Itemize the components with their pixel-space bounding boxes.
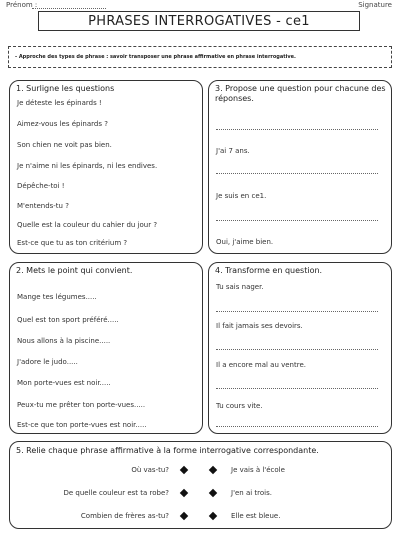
exercise-1-panel <box>9 80 203 254</box>
sentence-line[interactable]: Je déteste les épinards ! <box>17 99 102 107</box>
sentence-line[interactable]: Mon porte-vues est noir..... <box>17 379 111 387</box>
answer-line[interactable] <box>216 173 378 174</box>
statement-line: Il a encore mal au ventre. <box>216 361 306 369</box>
prenom-line <box>32 8 106 9</box>
answer-line[interactable] <box>216 388 378 389</box>
question-item: Combien de frères as-tu? <box>80 512 169 520</box>
sentence-line[interactable]: Nous allons à la piscine..... <box>17 337 111 345</box>
answer-line[interactable] <box>216 129 378 130</box>
sentence-line[interactable]: Dépêche-toi ! <box>17 182 65 190</box>
question-item: De quelle couleur est ta robe? <box>63 489 169 497</box>
answer-item: Je vais à l'école <box>231 466 285 474</box>
sentence-line[interactable]: Je n'aime ni les épinards, ni les endives. <box>17 162 158 170</box>
statement-line: Tu cours vite. <box>216 402 263 410</box>
exercise-4-title: 4. Transforme en question. <box>215 266 323 275</box>
link-dot[interactable] <box>209 489 217 497</box>
answer-line[interactable] <box>216 426 378 427</box>
exercise-3-panel <box>208 80 392 254</box>
answer-line[interactable] <box>216 220 378 221</box>
link-dot[interactable] <box>180 489 188 497</box>
given-answer: Oui, j'aime bien. <box>216 238 274 246</box>
statement-line: Il fait jamais ses devoirs. <box>216 322 303 330</box>
exercise-2-title: 2. Mets le point qui convient. <box>16 266 133 275</box>
sentence-line[interactable]: Est-ce que tu as ton critérium ? <box>17 239 128 247</box>
link-dot[interactable] <box>209 512 217 520</box>
exercise-3-title: 3. Propose une question pour chacune des réponses. <box>215 84 386 103</box>
statement-line: Tu sais nager. <box>216 283 264 291</box>
worksheet-title: PHRASES INTERROGATIVES - ce1 <box>38 11 360 31</box>
sentence-line[interactable]: Est-ce que ton porte-vues est noir..... <box>17 421 147 429</box>
prenom-label: Prénom : <box>6 1 38 9</box>
signature-label: Signature <box>358 1 392 9</box>
sentence-line[interactable]: Peux-tu me prêter ton porte-vues..... <box>17 401 146 409</box>
exercise-5-title: 5. Relie chaque phrase affirmative à la forme interrogative correspondante. <box>16 446 319 455</box>
answer-line[interactable] <box>216 311 378 312</box>
given-answer: Je suis en ce1. <box>216 192 267 200</box>
exercise-4-panel <box>208 262 392 434</box>
given-answer: J'ai 7 ans. <box>216 147 250 155</box>
exercise-5-panel <box>9 441 392 529</box>
sentence-line[interactable]: J'adore le judo..... <box>17 358 78 366</box>
exercise-1-title: 1. Surligne les questions <box>16 84 115 93</box>
sentence-line[interactable]: Quel est ton sport préféré..... <box>17 316 119 324</box>
sentence-line[interactable]: Quelle est la couleur du cahier du jour ? <box>17 221 158 229</box>
answer-item: J'en ai trois. <box>231 489 272 497</box>
objective-box: - Approche des types de phrase : savoir transposer une phrase affirmative en phrase interrogative. <box>8 46 392 68</box>
sentence-line[interactable]: Son chien ne voit pas bien. <box>17 141 112 149</box>
question-item: Où vas-tu? <box>131 466 169 474</box>
sentence-line[interactable]: M'entends-tu ? <box>17 202 69 210</box>
sentence-line[interactable]: Mange tes légumes..... <box>17 293 97 301</box>
exercise-2-panel <box>9 262 203 434</box>
link-dot[interactable] <box>180 466 188 474</box>
link-dot[interactable] <box>180 512 188 520</box>
link-dot[interactable] <box>209 466 217 474</box>
answer-item: Elle est bleue. <box>231 512 281 520</box>
answer-line[interactable] <box>216 349 378 350</box>
sentence-line[interactable]: Aimez-vous les épinards ? <box>17 120 108 128</box>
